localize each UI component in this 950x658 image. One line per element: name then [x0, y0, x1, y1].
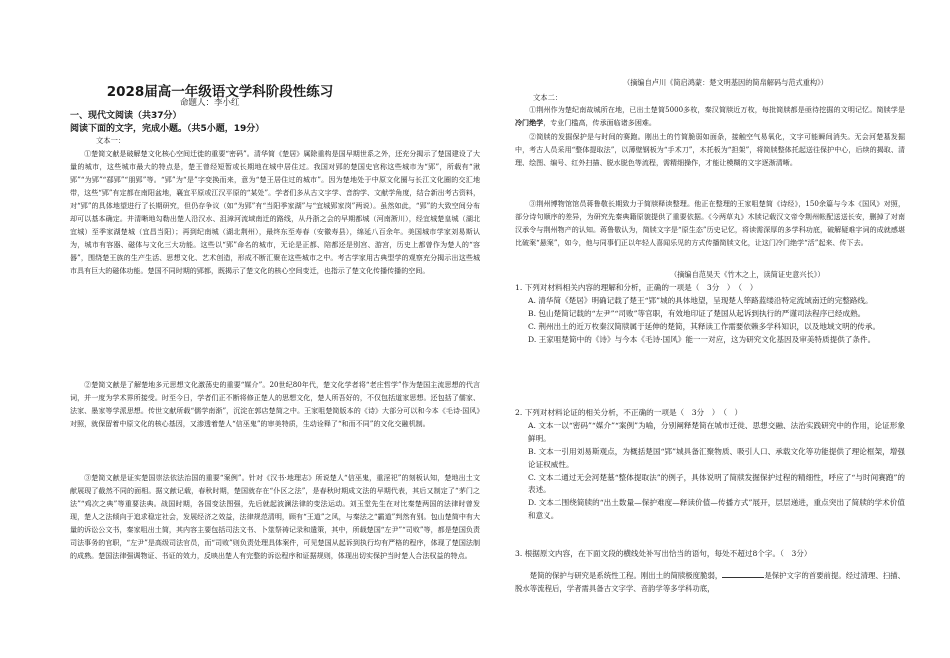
question-1 — [515, 282, 905, 347]
question-1-option-a: A. 清华简《楚居》明确记载了楚王“郢”城的具体地望，呈现楚人筚路蓝缕沿特定流域南迁的完整路线。 — [528, 295, 873, 305]
text1-source: （摘编自卢川《简启鸿蒙：楚文明基因的简帛解码与范式重构》） — [623, 78, 828, 87]
text1-paragraph-2: ②楚简文献是了解楚地多元思想文化激荡史的重要“媒介”。20世纪80年代，楚文化学者将“老庄哲学”作为楚国主流思想的代言词，并一度为学术界所接受。时至今日，学者们正不断将修正楚人的思想文化，楚人所吾好的，不仅包括道家思想。还包括了儒家、法家、墨家等学派思想。传世文献所载“儒学南渐”，沉淀在郭店楚简之中。王家咀楚简版本的《诗》大部分可以和今本《毛诗·国风》对照，就保留着中原文化的核心基因，又渗透着楚人“信巫鬼”的审美特质，生动诠释了“和而不同”的文化交融机制。 — [70, 380, 480, 428]
question-1-option-c: C. 荆州出土的近万枚秦汉简牍属于延伸的楚简，其释读工作需要依赖多学科知识，以及地域文明的传承。 — [528, 321, 881, 331]
text1-label: 文本一： — [96, 136, 126, 145]
question-2-stem: 2. 下列对材料论证的相关分析，不正确的一项是（ 3分 ） （ ） — [515, 408, 743, 417]
question-3 — [515, 548, 905, 561]
answer-blank-1[interactable] — [722, 569, 764, 578]
question-1-option-b: B. 包山楚简记载的“左尹”“司败”等官职，有效地印证了楚国从起诉到执行的严谨司法程序已经成熟。 — [528, 308, 866, 318]
text1-paragraph-1: ①楚简文献是破解楚文化核心空间迁徙的重要“密码”。清华简《楚居》属除重构是国早期世系之外，还充分揭示了楚国建设了大量的城市，这些城市最大的特点是，楚王曾经短暂或长期地在城中居住过。我国对郢的楚国史官称这些城市为“郢”，所载有“湫郢”“为郢”“鄀郢”“朋郢”等。“郢”为“是”字变换而来，意为“楚王居住过的城市”。因为楚地处于中原文化圈与长江文化圈的交汇地带，这些“郢”有定都在南阳盆地，襄宜平原或江汉平原的“某处”。学者们多从古文字学、音韵学、文献学角度，结合新出考古资料，对“郢”的具体地望进行了长期研究，但仍存争议（如“为郢”有“当阳季家湖”与“宜城郢家岗”两说）。虽然如此，“郢”的大致空间分布却可以基本确定。井清晰地勾勒出楚人沿汉水、沮漳河流域南迁的路线，从丹浙之会的早期都城（河南淅川），经宜城楚皇城（湖北宜城）至季家湖楚城（宜昌当阳）；再到纪南城（湖北荆州），最终东至寿春（安徽寿县），绵延八百余年。美国城市学家刘易斯认为，城市有容器、磁体与文化三大功能。这些以“郢”命名的城市，无论是正都、陪都还是别宫、游宫，历史上都曾作为楚人的“容器”，围绕楚王族的生产生活、思想文化、艺术创造，形成不断汇聚在这些城市之中。考古学家用古典型学的观察充分揭示出这些城市具有巨大的磁体功能。楚国不同时期的郢都，既揭示了楚文化的核心空间变迁，也指示了楚文化传播传播的空间。 — [70, 149, 480, 275]
question-2-option-a: A. 文本一以“密码”“媒介”“案例”为喻，分别阐释楚简在城市迁徙、思想交融、法治实践研究中的作用，论证形象鲜明。 — [528, 420, 905, 443]
question-2-option-b: B. 文本一引用刘易斯观点，为概括楚国“郢”城具备汇聚物质、吸引人口、承载文化等功能提供了理论框架，增强论证权威性。 — [528, 446, 905, 469]
text1-paragraph-3: ③楚简文献是证实楚国崇法依法治国的重要“案例”。针对《汉书·地理志》所说楚人“信巫鬼，重淫祀”的刻板认知，楚地出土文献展现了截然不同的面相。据文献记载，春秋时期，楚国就存在“仆区之法”，是春秋时期成文法的早期代表，其后又制定了“茅门之法”“鸡次之典”等重要法典。战国时期，各国变法图强，先后就起波澜法律的变法运动。刘玉堂先生在对比秦楚两国的法律时曾发现，楚人之法倾向于追求稳定社会，发展经济之效益，法律规范清明，顾有“王道”之风，与秦法之“霸道”判然有别。包山楚简中有大量的诉讼公文书，秦家咀出土简，其内容主要包括司法文书、卜筮祭祷记录和遣策，其中，所载楚国“左尹”“司败”等，都是楚国负责司法事务的官职，“左尹”是高级司法官员，而“司败”则负责处理具体案件，可见楚国从起诉到执行均有严格的程序，体现了楚国法制的成熟。楚国法律强调物证、书证的效力，反映出楚人有完整的诉讼程序和证据规则，体现出切实保护当时楚人合法权益的特点。 — [70, 473, 480, 560]
question-1-option-d: D. 王家咀楚简中的《诗》与今本《毛诗·国风》能一一对应，这为研究文化基因及审美特质提供了条件。 — [528, 334, 876, 344]
text2-label: 文本二： — [533, 93, 563, 102]
text2-bold-term: 冷门绝学 — [515, 117, 544, 127]
question-1-stem: 1. 下列对材料相关内容的理解和分析，正确的一项是（ 3分 ） （ ） — [515, 283, 758, 292]
question-2-option-c: C. 文本二通过无会河楚墓“整体提取法”的例子，具体说明了简牍发掘保护过程的精细性，呼应了“与时间赛跑”的表述。 — [528, 472, 905, 495]
page-title: 2028届高一年级语文学科阶段性练习 — [106, 84, 334, 100]
text2-paragraph-1: ①荆州作为楚纪南故城所在地，已出土楚简5000多枚，秦汉简牍近万枚，每批简牍都是亟待挖掘的文明记忆。简牍学是冷门绝学，专业门槛高，传承面临诸多困难。 — [515, 105, 905, 127]
question-3-passage: 楚简的保护与研究是系统性工程。刚出土的简牍极度脆弱， 是保护文字的首要前提。经过清理、扫描、脱水等流程后，学者需具备古文字学、音韵学等多学科功底， — [515, 571, 905, 593]
question-2-option-d: D. 文本二围绕简牍的“出土数量—保护难度—释读价值—传播方式”展开，层层递进，重点突出了简牍的学术价值和意义。 — [528, 498, 905, 521]
author-line: 命题人：李小红 — [180, 98, 240, 108]
text2-paragraph-3: ③荆州博物馆馆员蒋鲁敬长期致力于简牍释读整理。他正在整理的王家咀楚简《诗经》，150余篇与今本《国风》对照，部分诗句顺序的差异，为研究先秦典籍原貌提供了重要依据。《今两草丸》木牍记载汉文帝令荆州帐配送送长安，删掉了对南汉承令与荆州物产的认知。蒋鲁敬认为，简牍文字是“原生态”历史记忆，将读需深厚的多学科功底，破解疑难字词的成就感堪比破案“悬案”，如今，他与同事们正以年轻人喜闻乐见的方式传播简牍文化，让这门冷门绝学“活”起来、传下去。 — [515, 199, 905, 247]
section-heading: 一、现代文阅读（共37分） — [70, 111, 182, 121]
reading-instruction: 阅读下面的文字，完成小题。（共5小题，19分） — [70, 124, 265, 134]
question-2 — [515, 407, 905, 523]
text2-paragraph-2: ②简牍的发掘保护是与时间的赛跑。刚出土的竹简脆弱如面条，接触空气易氧化，文字可能瞬间消失。无会河楚墓发掘中，考古人员采用“整体提取法”，以薄壁钢板为“手术刀”，木托板为“担架”，将简牍整体托起送往保护中心，后续的揭取、清理、绘图、编号、红外扫描、脱水脱色等流程，需精细操作，才能让模糊的文字逐渐清晰。 — [515, 132, 905, 167]
text2-source: （摘编自范昊天《竹木之上，读简证史意兴长》） — [670, 270, 825, 279]
question-3-stem: 3. 根据原文内容，在下面文段的横线处补写出恰当的语句，每处不超过8个字。（ 3分） — [515, 549, 812, 558]
